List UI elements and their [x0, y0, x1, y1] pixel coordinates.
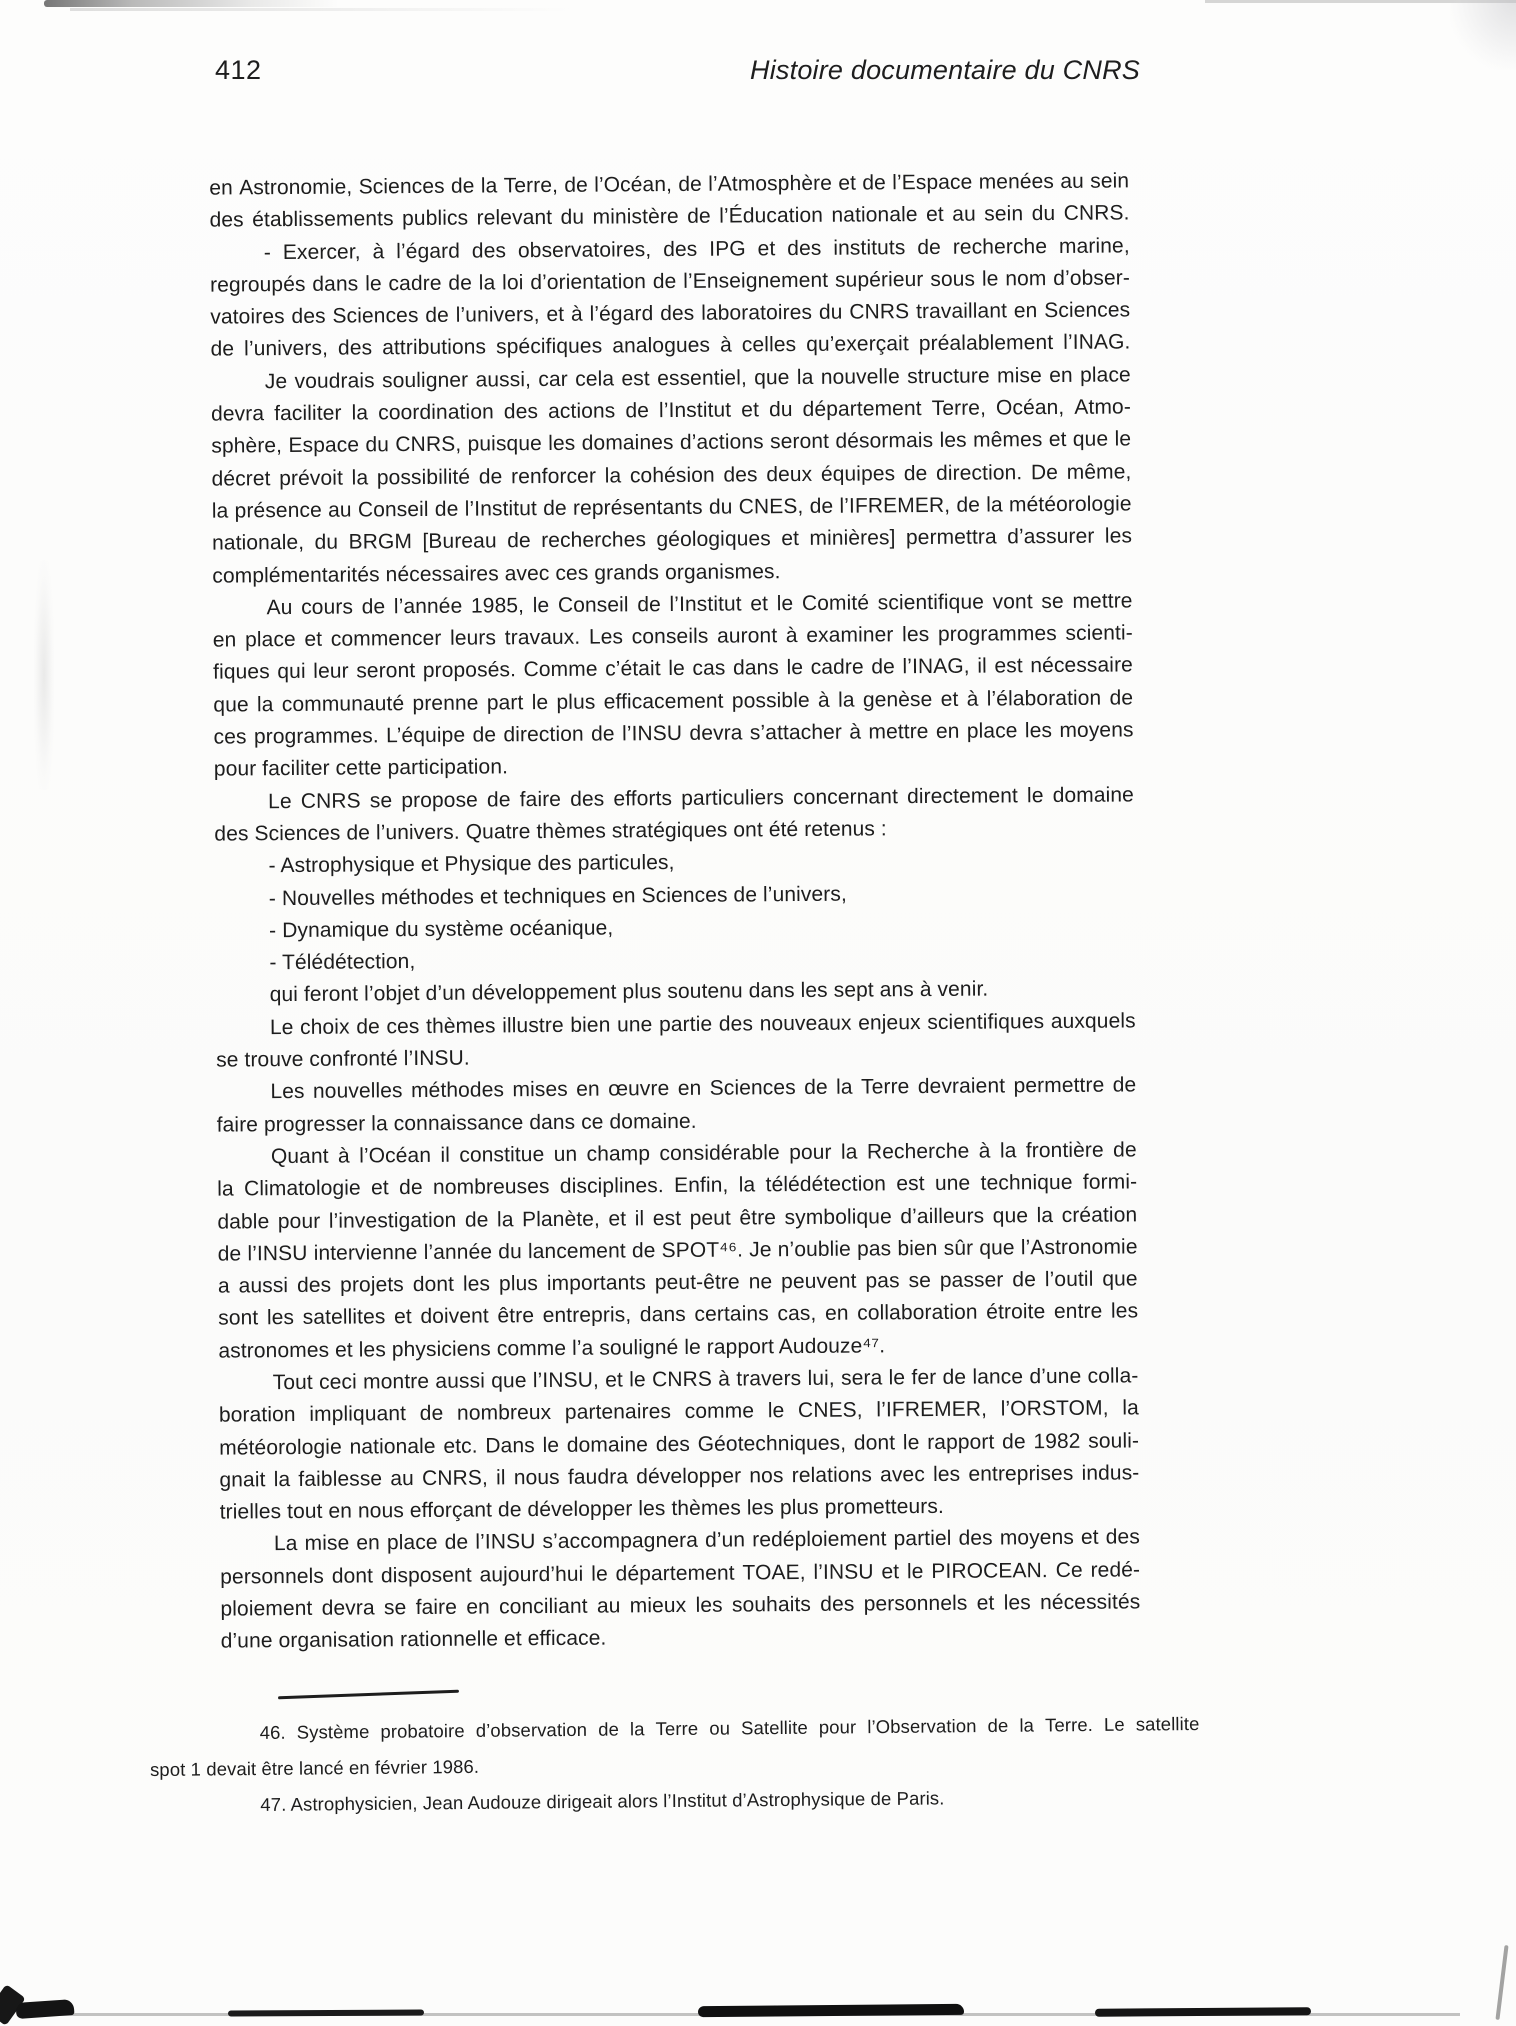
scan-mark-bottom-left-blob	[16, 1999, 75, 2019]
text-line: de l’univers, des attributions spécifiques analogues à celles qu’exerçait préalablement l’INAG.	[210, 330, 1131, 362]
page-number: 412	[215, 55, 262, 85]
text-line: Le choix de ces thèmes illustre bien une partie des nouveaux enjeux scientifiques auxquels	[269, 1009, 1136, 1039]
text-line: pour faciliter cette participation.	[213, 755, 509, 781]
text-line: dable pour l’investigation de la Planète, et il est peut être symbolique d’ailleurs que la création	[217, 1202, 1138, 1234]
text-line: qui feront l’objet d’un développement plus soutenu dans les sept ans à venir.	[269, 977, 989, 1007]
scan-smudge-top-left	[44, 0, 339, 7]
text-line: regroupés dans le cadre de la loi d’orientation de l’Enseignement supérieur sous le nom d’obser-	[209, 266, 1131, 297]
text-line: des Sciences de l’univers. Quatre thèmes stratégiques ont été retenus :	[214, 817, 887, 846]
body-text	[209, 165, 1141, 1658]
text-line: devra faciliter la coordination des actions de l’Institut et du département Terre, Océan, Atmo-	[210, 395, 1131, 426]
text-line: a aussi des projets dont les plus importants peut-être ne peuvent pas se passer de l’outil que	[217, 1267, 1138, 1298]
text-line: trielles tout en nous efforçant de développer les thèmes les plus prometteurs.	[219, 1495, 944, 1524]
text-line: nationale, du BRGM [Bureau de recherches géologiques et minières] permettra d’assurer les	[212, 524, 1133, 555]
text-line: - Nouvelles méthodes et techniques en Sciences de l’univers,	[268, 882, 847, 910]
text-line: gnait la faiblesse au CNRS, il nous faudra développer nos relations avec les entreprises indus-	[219, 1461, 1140, 1492]
text-line: la présence au Conseil de l’Institut de représentants du CNES, de l’IFREMER, de la météorologie	[211, 492, 1132, 523]
text-line: météorologie nationale etc. Dans le domaine des Géotechniques, dont le rapport de 1982 souli-	[219, 1428, 1140, 1460]
text-line: complémentarités nécessaires avec ces grands organismes.	[212, 559, 781, 588]
scan-mark-bottom-left	[0, 1984, 26, 2026]
text-line: La mise en place de l’INSU s’accompagnera d’un redéploiement partiel des moyens et des	[273, 1525, 1140, 1556]
footnote-line: 47. Astrophysicien, Jean Audouze dirigeait alors l’Institut d’Astrophysique de Paris.	[260, 1787, 945, 1815]
scan-bar-bottom-faint	[60, 2013, 1460, 2016]
text-line: - Exercer, à l’égard des observatoires, des IPG et des instituts de recherche marine,	[263, 234, 1130, 264]
footnotes	[150, 1706, 1201, 1824]
text-line: Les nouvelles méthodes mises en œuvre en Sciences de la Terre devraient permettre de	[270, 1073, 1137, 1104]
text-line: - Télédétection,	[269, 950, 416, 975]
scan-shadow-top-right-corner	[1450, 0, 1516, 70]
text-line: Le CNRS se propose de faire des efforts particuliers concernant directement le domaine	[268, 783, 1135, 813]
text-line: ces programmes. L’équipe de direction de l’INSU devra s’attacher à mettre en place les moyens	[213, 718, 1134, 749]
text-line: - Astrophysique et Physique des particules,	[268, 851, 675, 878]
scan-line-top-right	[1205, 0, 1516, 3]
text-line: que la communauté prenne part le plus efficacement possible à la genèse et à l’élaboration de	[213, 686, 1134, 717]
text-line: fiques qui leur seront proposés. Comme c’était le cas dans le cadre de l’INAG, il est nécessaire	[213, 653, 1133, 685]
text-line: Je voudrais souligner aussi, car cela est essentiel, que la nouvelle structure mise en place	[264, 363, 1131, 393]
footnote-separator-rule	[278, 1690, 459, 1700]
text-line: Quant à l’Océan il constitue un champ considérable pour la Recherche à la frontière de	[270, 1138, 1137, 1169]
text-line: la Climatologie et de nombreuses disciplines. Enfin, la télédétection est une technique formi-	[217, 1170, 1138, 1201]
text-line: des établissements publics relevant du ministère de l’Éducation nationale et au sein du CNRS.	[209, 201, 1130, 232]
text-line: boration impliquant de nombreux partenaires comme le CNES, l’IFREMER, l’ORSTOM, la	[218, 1396, 1139, 1427]
text-line: sont les satellites et doivent être entrepris, dans certains cas, en collaboration étroite entre les	[218, 1299, 1139, 1330]
text-line: de l’INSU intervienne l’année du lancement de SPOT⁴⁶. Je n’oublie pas bien sûr que l’Astronomie	[217, 1235, 1138, 1266]
scan-bar-bottom-1	[228, 2009, 424, 2016]
scan-bar-bottom-2	[698, 2004, 964, 2017]
running-head-row	[215, 55, 1140, 91]
footnote-line: 46. Système probatoire d’observation de la Terre ou Satellite pour l’Observation de la Terre. Le satellite	[259, 1712, 1200, 1743]
scan-streak-left-margin	[34, 560, 54, 790]
text-line: sphère, Espace du CNRS, puisque les domaines d’actions seront désormais les mêmes et que le	[211, 427, 1132, 459]
text-line: faire progresser la connaissance dans ce domaine.	[216, 1109, 697, 1137]
text-line: en place et commencer leurs travaux. Les conseils auront à examiner les programmes scienti-	[212, 621, 1133, 652]
scan-smudge-top-left-faint	[70, 8, 570, 11]
text-line: ploiement devra se faire en conciliant au mieux les souhaits des personnels et les nécessités	[220, 1590, 1141, 1621]
text-line: - Dynamique du système océanique,	[269, 916, 614, 943]
text-line: d’une organisation rationnelle et efficace.	[220, 1626, 607, 1653]
text-line: astronomes et les physiciens comme l’a souligné le rapport Audouze⁴⁷.	[218, 1334, 886, 1363]
text-line: Tout ceci montre aussi que l’INSU, et le CNRS à travers lui, sera le fer de lance d’une colla-	[272, 1364, 1139, 1395]
text-line: en Astronomie, Sciences de la Terre, de l’Océan, de l’Atmosphère et de l’Espace menées au sein	[209, 169, 1130, 200]
running-title: Histoire documentaire du CNRS	[750, 55, 1140, 85]
scan-bar-bottom-3	[1095, 2007, 1311, 2017]
text-line: vatoires des Sciences de l’univers, et à l’égard des laboratoires du CNRS travaillant en Sciences	[210, 298, 1131, 329]
text-line: décret prévoit la possibilité de renforcer la cohésion des deux équipes de direction. De même,	[211, 460, 1132, 491]
scan-page-edge-right	[1495, 1945, 1508, 2020]
text-line: Au cours de l’année 1985, le Conseil de l’Institut et le Comité scientifique vont se mettre	[266, 589, 1133, 620]
footnote-line: spot 1 devait être lancé en février 1986.	[149, 1755, 480, 1781]
text-line: personnels dont disposent aujourd’hui le département TOAE, l’INSU et le PIROCEAN. Ce redé-	[220, 1558, 1141, 1589]
text-line: se trouve confronté l’INSU.	[216, 1046, 470, 1072]
